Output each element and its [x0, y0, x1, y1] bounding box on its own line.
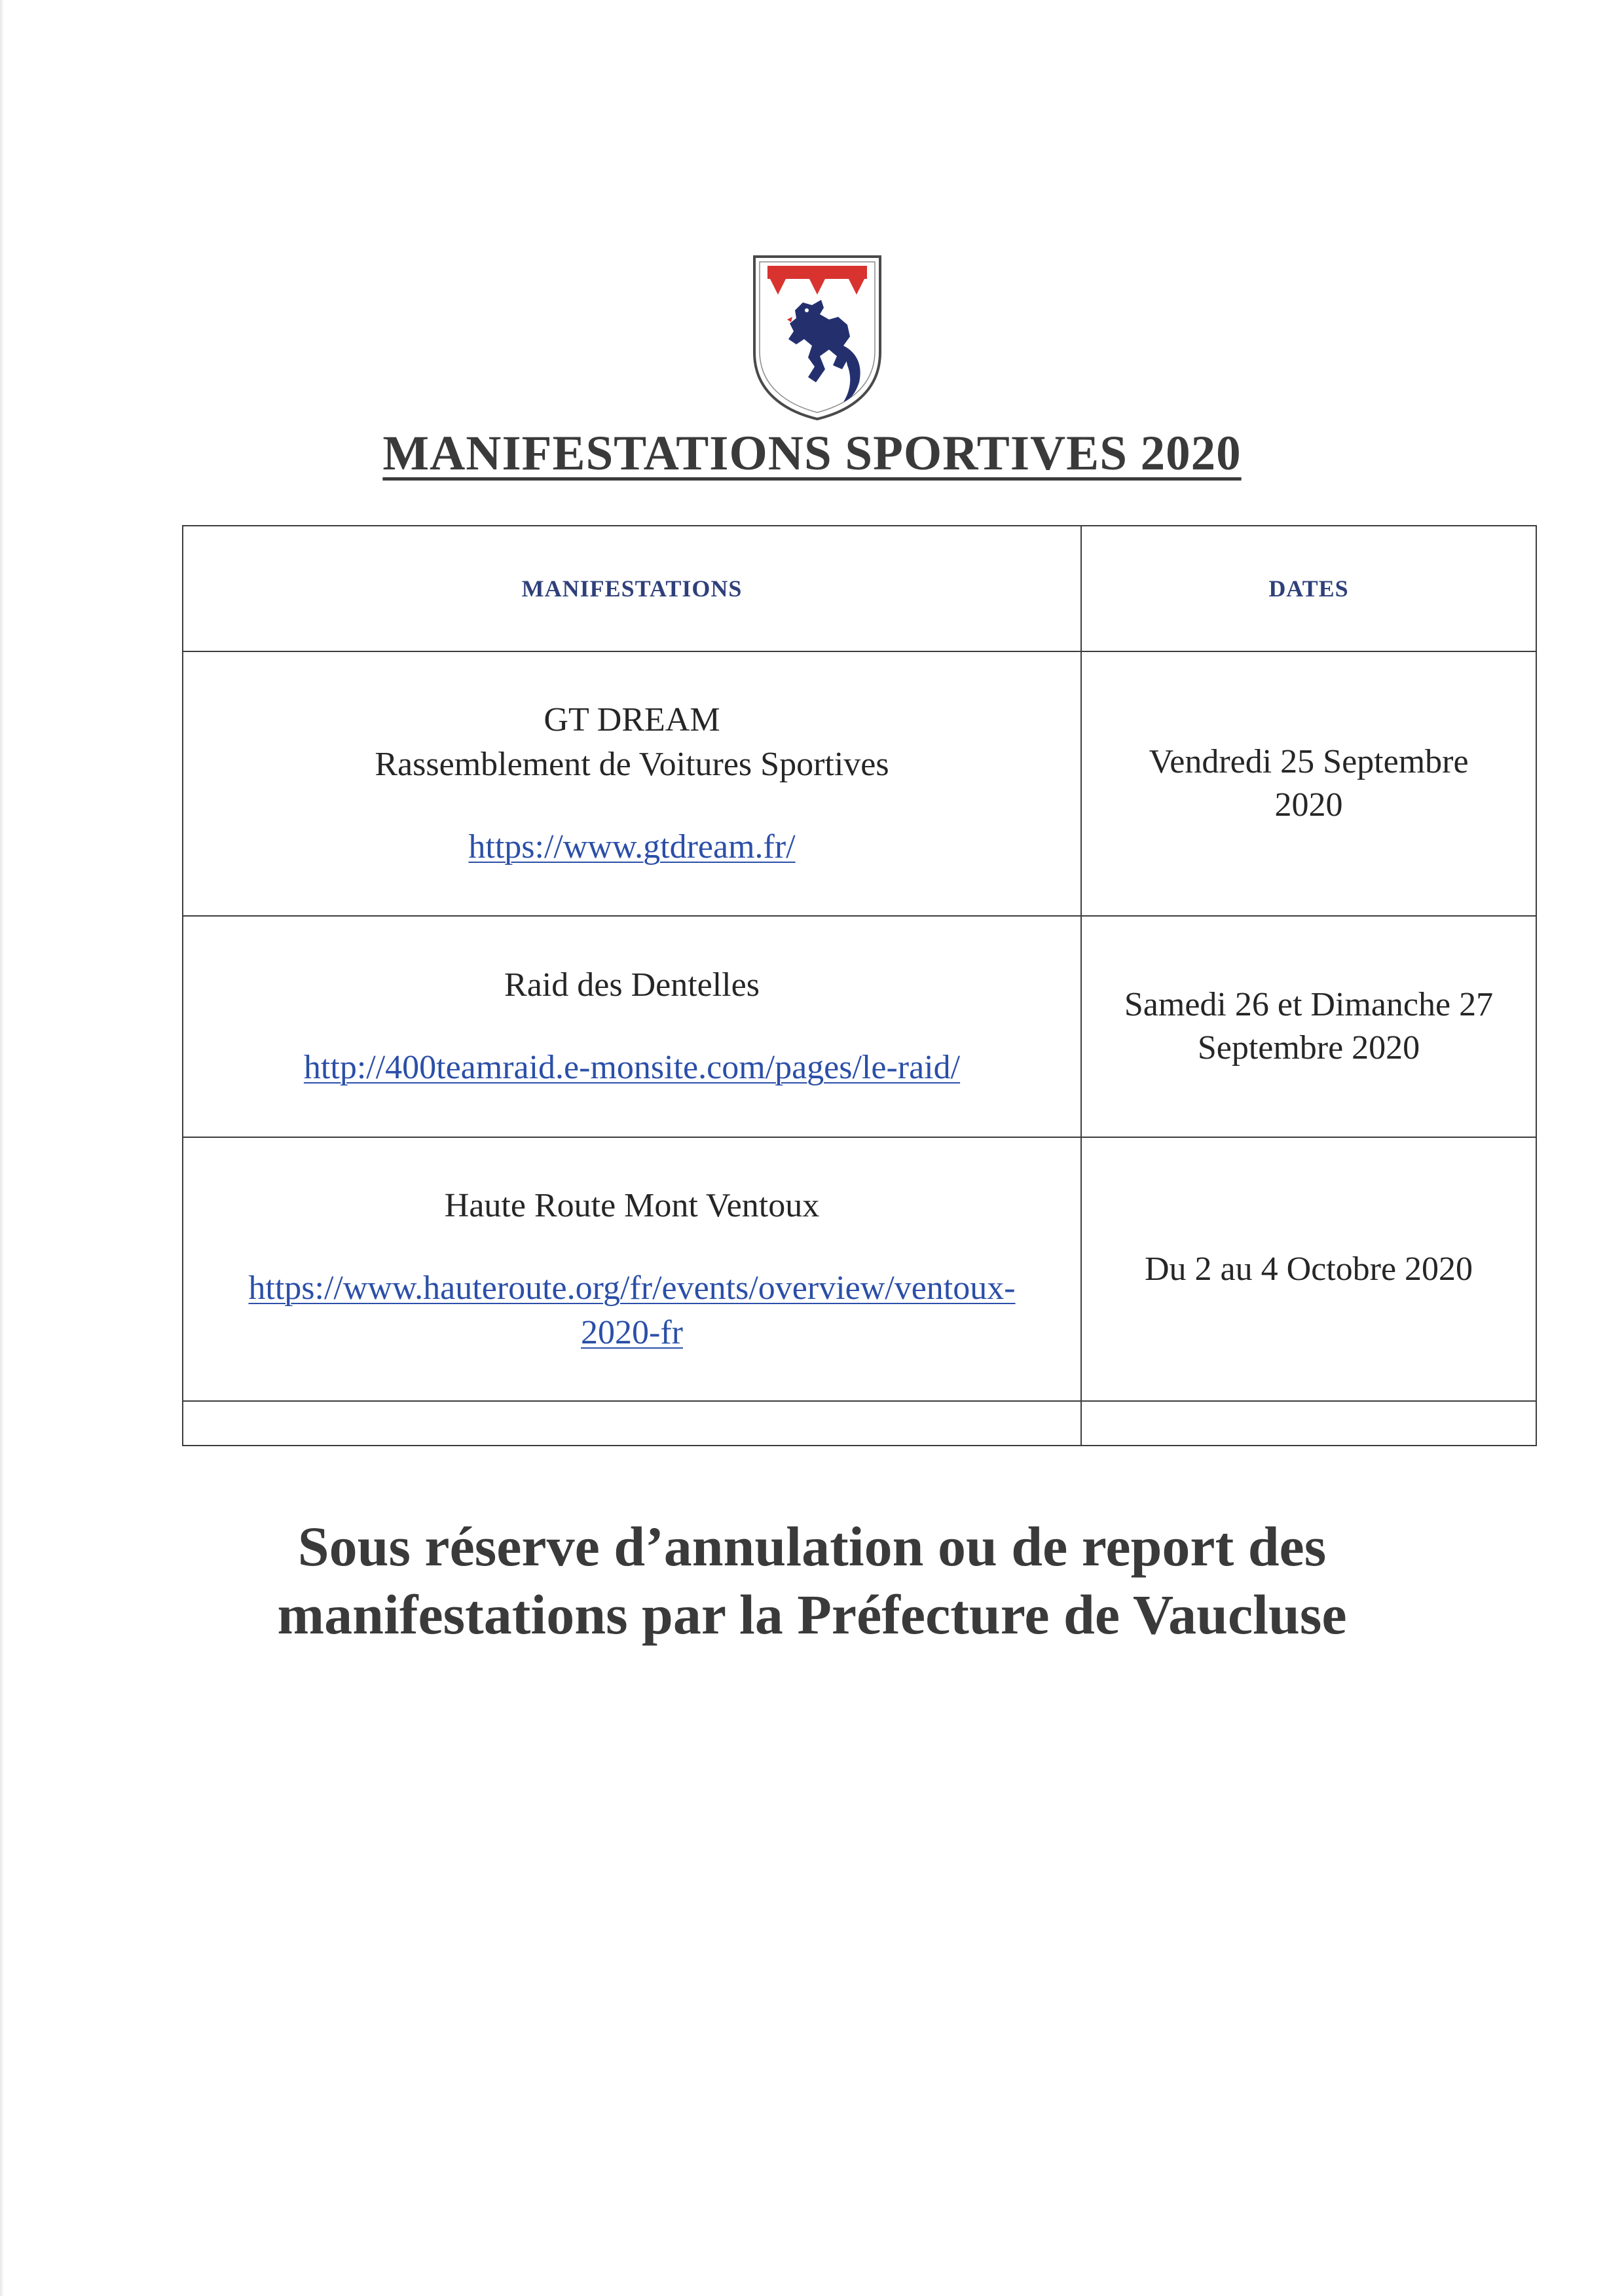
date-cell [1081, 1137, 1536, 1401]
page-title [0, 426, 1624, 482]
spacer [190, 1008, 1074, 1046]
events-table [182, 525, 1537, 1446]
event-link-line2[interactable]: 2020-fr [581, 1313, 683, 1351]
event-date-line1: Samedi 26 et Dimanche 27 [1124, 986, 1494, 1023]
footer-line2: manifestations par la Préfecture de Vaucluse [277, 1583, 1347, 1646]
event-cell [183, 916, 1081, 1137]
event-date-line2: 2020 [1274, 786, 1343, 824]
footer-note [0, 1512, 1624, 1649]
coat-of-arms-wolf-icon [752, 254, 883, 422]
scan-edge [0, 0, 4, 2296]
empty-cell [183, 1401, 1081, 1446]
spacer [190, 1228, 1074, 1266]
event-date-line1: Vendredi 25 Septembre [1149, 743, 1469, 780]
table-header-row [183, 526, 1536, 651]
event-name: GT DREAM [544, 701, 720, 738]
event-cell [183, 1137, 1081, 1401]
table-row [183, 916, 1536, 1137]
event-cell [183, 651, 1081, 916]
empty-cell [1081, 1401, 1536, 1446]
footer-line1: Sous réserve d’annulation ou de report des [297, 1515, 1327, 1578]
date-cell [1081, 651, 1536, 916]
event-name: Raid des Dentelles [504, 966, 760, 1004]
header-manifestations: MANIFESTATIONS [183, 526, 1081, 651]
spacer [190, 787, 1074, 825]
table-row-empty [183, 1401, 1536, 1446]
event-date-line2: Septembre 2020 [1197, 1029, 1420, 1066]
event-date-line1: Du 2 au 4 Octobre 2020 [1144, 1250, 1473, 1288]
table-row [183, 651, 1536, 916]
event-link[interactable]: http://400teamraid.e-monsite.com/pages/le-raid/ [303, 1049, 961, 1086]
event-subtitle: Rassemblement de Voitures Sportives [375, 746, 889, 783]
event-link[interactable]: https://www.gtdream.fr/ [468, 828, 796, 866]
page-title-text: MANIFESTATIONS SPORTIVES 2020 [382, 426, 1242, 481]
table-row [183, 1137, 1536, 1401]
date-cell [1081, 916, 1536, 1137]
header-dates: DATES [1081, 526, 1536, 651]
event-name: Haute Route Mont Ventoux [444, 1186, 820, 1224]
event-link-line1[interactable]: https://www.hauteroute.org/fr/events/overview/ventoux- [248, 1269, 1016, 1307]
